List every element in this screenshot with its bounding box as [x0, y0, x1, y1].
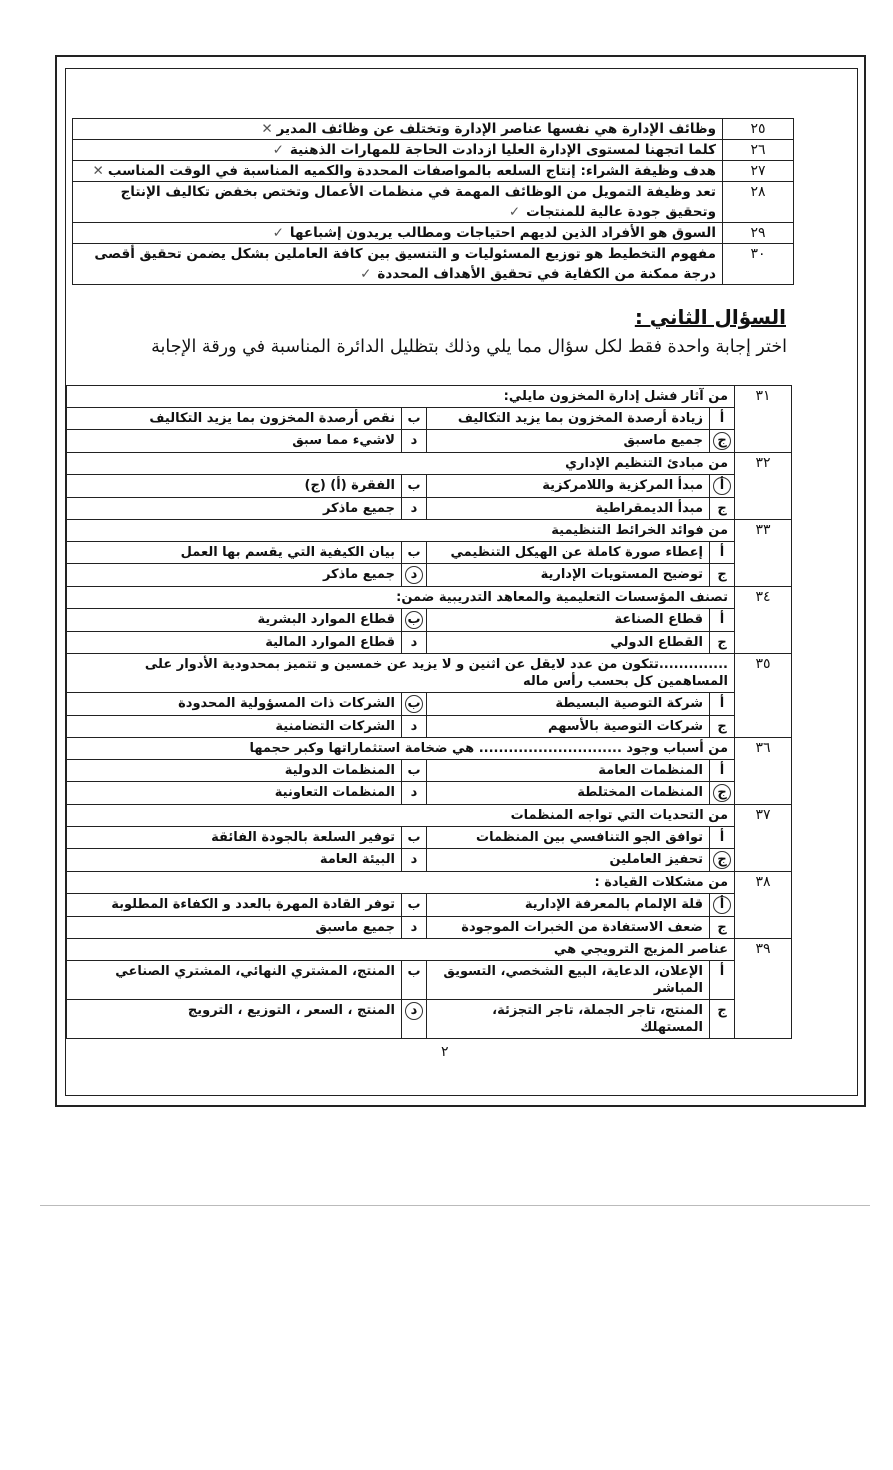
question-stem: من أسباب وجود ............................. هي ضخامة استثماراتها وكبر حجمها: [67, 738, 735, 760]
circled-answer-icon: ج: [713, 432, 731, 450]
circled-answer-icon: ب: [405, 695, 423, 713]
question-stem-row: [67, 738, 792, 760]
circled-answer-icon: ج: [713, 784, 731, 802]
table-row: [73, 223, 794, 244]
option-b: بيان الكيفية التي يقسم بها العمل: [67, 542, 402, 564]
options-row: [67, 716, 792, 738]
option-letter: أ: [710, 693, 735, 716]
divider: [40, 1205, 870, 1206]
statement: السوق هو الأفراد الذين لديهم احتياجات ومطالب يريدون إشباعها✓: [73, 223, 723, 244]
statement: وظائف الإدارة هي نفسها عناصر الإدارة وتختلف عن وظائف المدير✕: [73, 119, 723, 140]
option-letter: [710, 475, 735, 498]
question-stem: تصنف المؤسسات التعليمية والمعاهد التدريبية ضمن:: [67, 587, 735, 609]
circled-answer-icon: أ: [713, 896, 731, 914]
question-number: ٣١: [735, 386, 792, 453]
option-c: القطاع الدولي: [427, 632, 710, 654]
question-stem-row: [67, 453, 792, 475]
options-row: [67, 632, 792, 654]
option-letter: ب: [402, 760, 427, 782]
option-a: المنظمات العامة: [427, 760, 710, 782]
option-a: قطاع الصناعة: [427, 609, 710, 632]
option-letter: [710, 782, 735, 805]
option-letter: [710, 894, 735, 917]
circled-answer-icon: د: [405, 1002, 423, 1020]
question-number: ٢٧: [723, 161, 794, 182]
option-c: المنظمات المختلطة: [427, 782, 710, 805]
question-stem-row: [67, 386, 792, 408]
option-a: إعطاء صورة كاملة عن الهيكل التنظيمي: [427, 542, 710, 564]
option-letter: ب: [402, 961, 427, 1000]
circled-answer-icon: ب: [405, 611, 423, 629]
option-b: الشركات ذات المسؤولية المحدودة: [67, 693, 402, 716]
table-row: [73, 140, 794, 161]
options-row: [67, 961, 792, 1000]
option-d: جميع ماذكر: [67, 498, 402, 520]
option-letter: د: [402, 782, 427, 805]
option-letter: د: [402, 716, 427, 738]
option-a: الإعلان، الدعاية، البيع الشخصي، التسويق المباشر: [427, 961, 710, 1000]
option-letter: د: [402, 498, 427, 520]
options-row: [67, 827, 792, 849]
option-c: المنتج، تاجر الجملة، تاجر التجزئة، المستهلك: [427, 1000, 710, 1039]
page-number: ٢: [441, 1044, 449, 1060]
option-d: لاشيء مما سبق: [67, 430, 402, 453]
option-letter: د: [402, 430, 427, 453]
question-number: ٢٨: [723, 182, 794, 223]
question-stem-row: [67, 805, 792, 827]
option-d: المنظمات التعاونية: [67, 782, 402, 805]
circled-answer-icon: ج: [713, 851, 731, 869]
question-number: ٣٣: [735, 520, 792, 587]
option-a: توافق الجو التنافسي بين المنظمات: [427, 827, 710, 849]
question-number: ٢٩: [723, 223, 794, 244]
option-letter: [402, 609, 427, 632]
option-letter: أ: [710, 542, 735, 564]
question-number: ٢٥: [723, 119, 794, 140]
option-c: جميع ماسبق: [427, 430, 710, 453]
question-stem: من فوائد الخرائط التنظيمية: [67, 520, 735, 542]
option-letter: ج: [710, 1000, 735, 1039]
option-letter: ج: [710, 632, 735, 654]
options-row: [67, 1000, 792, 1039]
option-letter: أ: [710, 609, 735, 632]
handwritten-mark-icon: ✓: [508, 204, 521, 220]
option-letter: ب: [402, 542, 427, 564]
option-letter: د: [402, 632, 427, 654]
option-letter: [710, 430, 735, 453]
handwritten-mark-icon: ✓: [360, 266, 372, 282]
handwritten-mark-icon: ✓: [272, 225, 284, 241]
statement: تعد وظيفة التمويل من الوظائف المهمة في منظمات الأعمال وتختص بخفض تكاليف الإنتاج وتحقيق جودة عالية للمنتجات✓: [73, 182, 723, 223]
options-row: [67, 894, 792, 917]
option-letter: ب: [402, 894, 427, 917]
option-letter: ج: [710, 564, 735, 587]
options-row: [67, 782, 792, 805]
option-b: المنظمات الدولية: [67, 760, 402, 782]
option-letter: [402, 693, 427, 716]
option-c: ضعف الاستفادة من الخبرات الموجودة: [427, 917, 710, 939]
option-d: جميع ماسبق: [67, 917, 402, 939]
question-number: ٢٦: [723, 140, 794, 161]
option-b: توفر القادة المهرة بالعدد و الكفاءة المطلوبة: [67, 894, 402, 917]
question-number: ٣٧: [735, 805, 792, 872]
option-c: تحفيز العاملين: [427, 849, 710, 872]
option-b: قطاع الموارد البشرية: [67, 609, 402, 632]
question-number: ٣٢: [735, 453, 792, 520]
question-number: ٣٦: [735, 738, 792, 805]
question-stem-row: [67, 587, 792, 609]
handwritten-mark-icon: ✕: [261, 121, 273, 137]
question-stem: ..............تتكون من عدد لايقل عن اثنين و لا يزيد عن خمسين و تتميز بمحدودية الأدوار على المساهمين كل بحسب رأس ماله: [67, 654, 735, 693]
option-letter: أ: [710, 408, 735, 430]
option-letter: [402, 564, 427, 587]
true-false-table: [72, 118, 794, 285]
handwritten-mark-icon: ✓: [272, 142, 284, 158]
question-number: ٣٤: [735, 587, 792, 654]
question-stem: عناصر المزيج الترويجي هي: [67, 939, 735, 961]
options-row: [67, 609, 792, 632]
option-letter: [710, 849, 735, 872]
option-a: مبدأ المركزية واللامركزية: [427, 475, 710, 498]
option-d: المنتج ، السعر ، التوزيع ، الترويج: [67, 1000, 402, 1039]
handwritten-mark-icon: ✕: [92, 163, 104, 179]
options-row: [67, 498, 792, 520]
question-stem: من التحديات التي تواجه المنظمات: [67, 805, 735, 827]
question-stem-row: [67, 939, 792, 961]
option-letter: ب: [402, 475, 427, 498]
options-row: [67, 760, 792, 782]
options-row: [67, 693, 792, 716]
option-letter: ب: [402, 827, 427, 849]
statement: كلما اتجهنا لمستوى الإدارة العليا ازدادت الحاجة للمهارات الذهنية✓: [73, 140, 723, 161]
option-letter: ج: [710, 716, 735, 738]
multiple-choice-table: [66, 385, 792, 1039]
question-stem: من مشكلات القيادة :: [67, 872, 735, 894]
option-b: نقص أرصدة المخزون بما يزيد التكاليف: [67, 408, 402, 430]
option-d: الشركات التضامنية: [67, 716, 402, 738]
question-stem-row: [67, 520, 792, 542]
table-row: [73, 182, 794, 223]
option-c: شركات التوصية بالأسهم: [427, 716, 710, 738]
options-row: [67, 849, 792, 872]
option-letter: ج: [710, 498, 735, 520]
option-letter: ب: [402, 408, 427, 430]
question-stem-row: [67, 872, 792, 894]
option-letter: د: [402, 917, 427, 939]
question-stem: من آثار فشل إدارة المخزون مايلي:: [67, 386, 735, 408]
question-number: ٣٥: [735, 654, 792, 738]
option-d: البيئة العامة: [67, 849, 402, 872]
option-b: المنتج، المشتري النهائي، المشتري الصناعي: [67, 961, 402, 1000]
question-number: ٣٠: [723, 244, 794, 285]
option-a: قلة الإلمام بالمعرفة الإدارية: [427, 894, 710, 917]
option-d: جميع ماذكر: [67, 564, 402, 587]
option-b: الفقرة (أ) (ج): [67, 475, 402, 498]
option-letter: أ: [710, 961, 735, 1000]
statement: هدف وظيفة الشراء: إنتاج السلعه بالمواصفات المحددة والكميه المناسبة في الوقت المناسب✕: [73, 161, 723, 182]
circled-answer-icon: د: [405, 566, 423, 584]
option-letter: أ: [710, 827, 735, 849]
options-row: [67, 564, 792, 587]
option-letter: [402, 1000, 427, 1039]
option-a: زيادة أرصدة المخزون بما يزيد التكاليف: [427, 408, 710, 430]
table-row: [73, 119, 794, 140]
table-row: [73, 244, 794, 285]
option-b: توفير السلعة بالجودة الفائقة: [67, 827, 402, 849]
option-d: قطاع الموارد المالية: [67, 632, 402, 654]
option-letter: ج: [710, 917, 735, 939]
option-letter: أ: [710, 760, 735, 782]
options-row: [67, 475, 792, 498]
question-stem: من مبادئ التنظيم الإداري: [67, 453, 735, 475]
option-a: شركة التوصية البسيطة: [427, 693, 710, 716]
section-title: السؤال الثاني :: [634, 305, 786, 329]
options-row: [67, 430, 792, 453]
section-instruction: اختر إجابة واحدة فقط لكل سؤال مما يلي وذلك بتظليل الدائرة المناسبة في ورقة الإجابة: [151, 337, 787, 357]
table-row: [73, 161, 794, 182]
question-stem-row: [67, 654, 792, 693]
option-c: توضيح المستويات الإدارية: [427, 564, 710, 587]
statement: مفهوم التخطيط هو توزيع المسئوليات و التنسيق بين كافة العاملين بشكل يضمن تحقيق أقصى درجة ممكنة من الكفاية في تحقيق الأهداف المحددة✓: [73, 244, 723, 285]
question-number: ٣٨: [735, 872, 792, 939]
option-c: مبدأ الديمقراطية: [427, 498, 710, 520]
options-row: [67, 542, 792, 564]
question-number: ٣٩: [735, 939, 792, 1039]
options-row: [67, 408, 792, 430]
options-row: [67, 917, 792, 939]
option-letter: د: [402, 849, 427, 872]
circled-answer-icon: أ: [713, 477, 731, 495]
scan-smudge: [25, 0, 95, 51]
